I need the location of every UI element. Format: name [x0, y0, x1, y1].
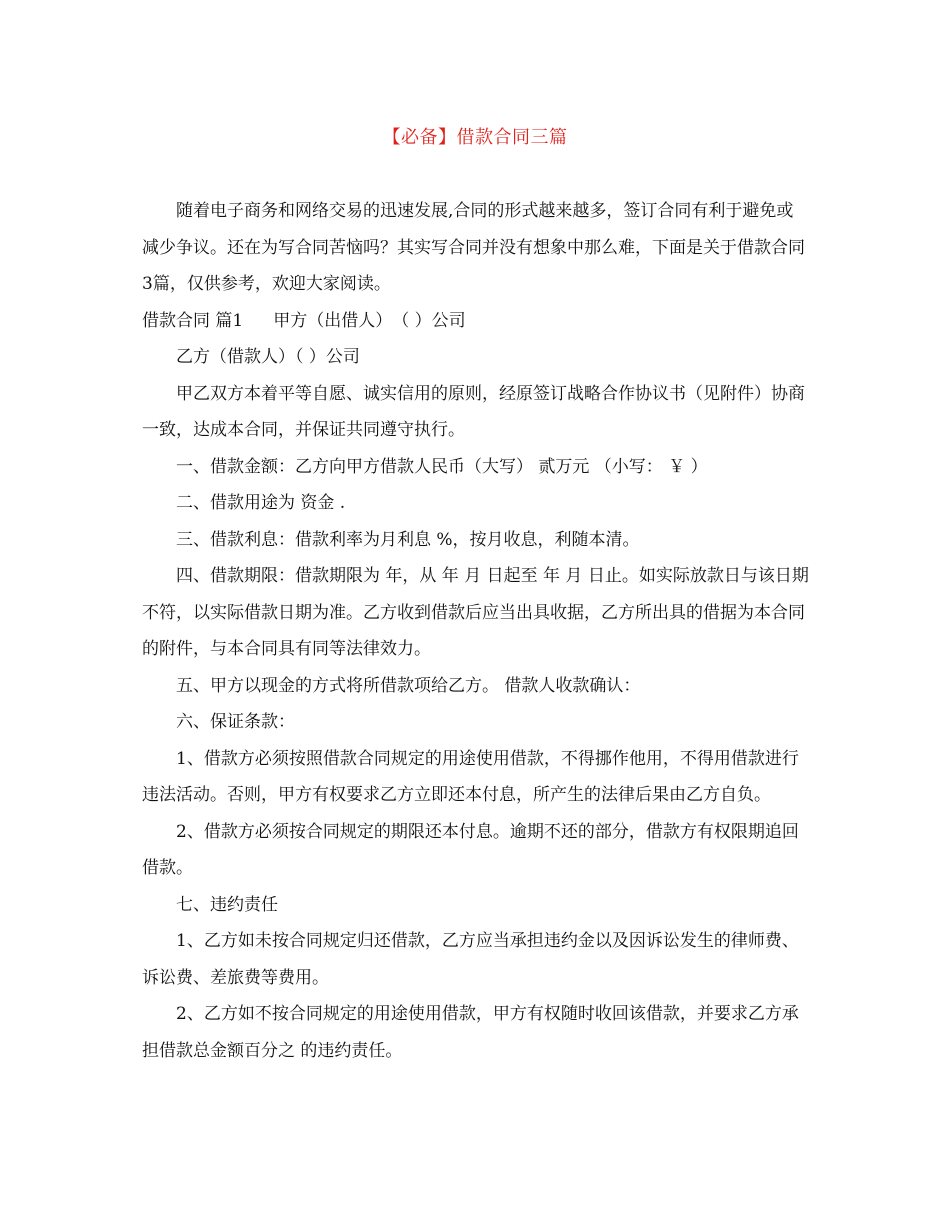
clause-6-2: 2、借款方必须按合同规定的期限还本付息。逾期不还的部分，借款方有权限期追回借款。 [142, 821, 799, 878]
document-title: 【必备】借款合同三篇 [382, 127, 568, 148]
section-heading: 借款合同 篇1 [142, 310, 244, 331]
document-body [142, 193, 810, 1069]
clause-7-1: 1、乙方如未按合同规定归还借款，乙方应当承担违约金以及因诉讼发生的律师费、诉讼费、差旅费等费用。 [142, 931, 799, 988]
preamble-paragraph: 甲乙双方本着平等自愿、诚实信用的原则，经原签订战略合作协议书（见附件）协商一致，达成本合同，并保证共同遵守执行。 [142, 383, 805, 440]
clause-1: 一、借款金额：乙方向甲方借款人民币（大写） 贰万元 （小写： ￥ ） [176, 456, 708, 477]
clause-7: 七、违约责任 [176, 894, 278, 915]
clause-2: 二、借款用途为 资金 . [176, 493, 346, 513]
section-heading-line [142, 303, 810, 340]
party-a: 甲方（出借人） （ ）公司 [273, 310, 466, 331]
clause-7-2: 2、乙方如不按合同规定的用途使用借款，甲方有权随时收回该借款，并要求乙方承担借款总金额百分之 的违约责任。 [142, 1004, 799, 1061]
intro-paragraph: 随着电子商务和网络交易的迅速发展,合同的形式越来越多，签订合同有利于避免或减少争议。还在为写合同苦恼吗？其实写合同并没有想象中那么难，下面是关于借款合同3篇，仅供参考，欢迎大家阅读。 [142, 201, 805, 294]
clause-6: 六、保证条款： [176, 712, 295, 732]
clause-3: 三、借款利息：借款利率为月利息 %，按月收息，利随本清。 [176, 529, 640, 550]
clause-5: 五、甲方以现金的方式将所借款项给乙方。 借款人收款确认： [176, 675, 641, 696]
clause-6-1: 1、借款方必须按照借款合同规定的用途使用借款，不得挪作他用，不得用借款进行违法活动。否则，甲方有权要求乙方立即还本付息，所产生的法律后果由乙方自负。 [142, 748, 799, 805]
party-b: 乙方（借款人）（ ）公司 [176, 347, 360, 367]
clause-4: 四、借款期限：借款期限为 年，从 年 月 日起至 年 月 日止。如实际放款日与该日期不符，以实际借款日期为准。乙方收到借款后应当出具收据，乙方所出具的借据为本合同的附件，与本合同具有同等法律效力。 [142, 566, 809, 659]
